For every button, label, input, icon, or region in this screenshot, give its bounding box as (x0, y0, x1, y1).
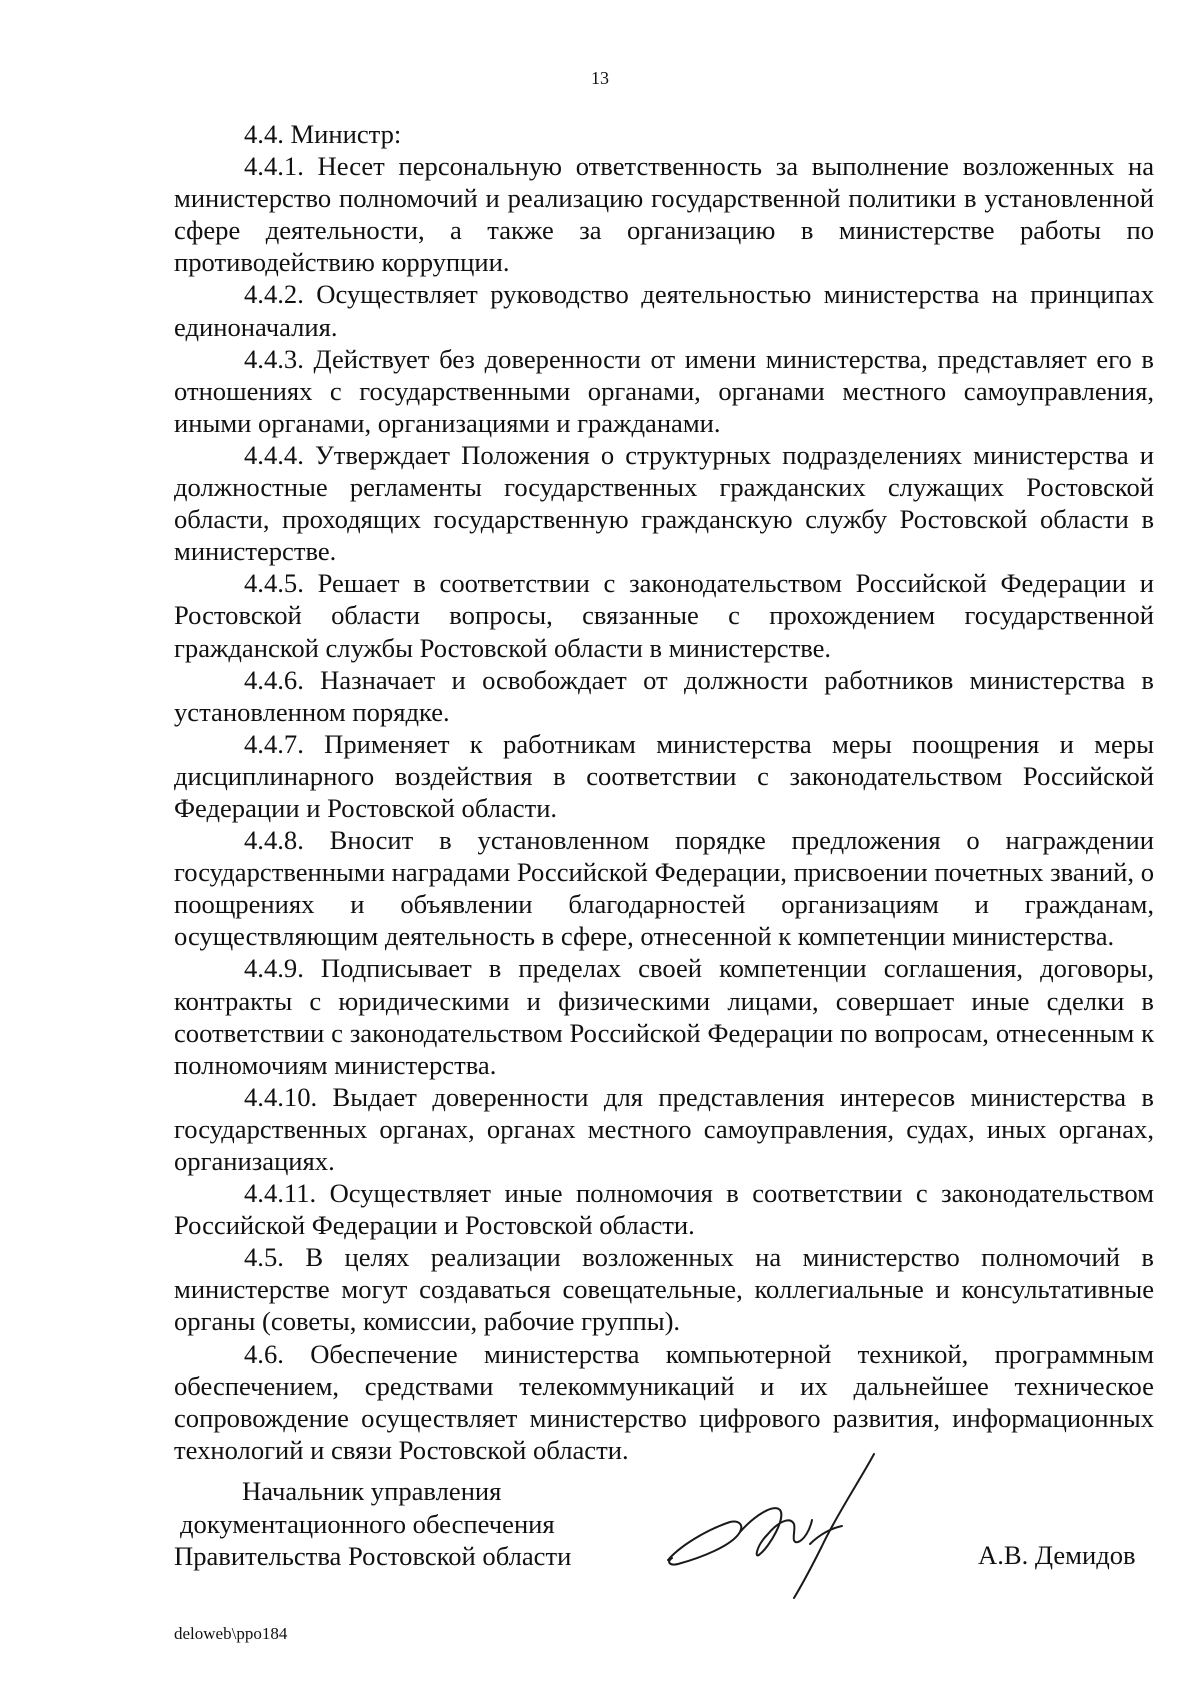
document-code: deloweb\ppo184 (174, 1624, 288, 1643)
paragraph-4-4-8: 4.4.8. Вносит в установленном порядке предложения о награждении государственными наградами Российской Федерации, присвоении почетных званий, о поощрениях и объявлении благодарностей организациям и гражданам, осуществляющим деятельность в сфере, отнесенной к компетенции министерства. (174, 825, 1154, 952)
document-body (174, 118, 1154, 1466)
paragraph-4-4-3: 4.4.3. Действует без доверенности от имени министерства, представляет его в отношениях с государственными органами, органами местного самоуправления, иными органами, организациями и гражданами. (174, 343, 1154, 438)
page-number: 13 (591, 68, 609, 88)
paragraph-4-6: 4.6. Обеспечение министерства компьютерной техникой, программным обеспечением, средствами телекоммуникаций и их дальнейшее техническое сопровождение осуществляет министерство цифрового развития, информационных технологий и связи Ростовской области. (174, 1338, 1154, 1465)
position-line-2: документационного обеспечения (180, 1508, 555, 1539)
paragraph-4-4-2: 4.4.2. Осуществляет руководство деятельностью министерства на принципах единоначалия. (174, 279, 1154, 342)
position-line-1: Начальник управления (242, 1476, 502, 1506)
paragraph-4-4: 4.4. Министр: (244, 119, 402, 149)
position-line-3: Правительства Ростовской области (174, 1541, 572, 1571)
paragraph-4-4-1: 4.4.1. Несет персональную ответственность за выполнение возложенных на министерство полномочий и реализацию государственной политики в установленной сфере деятельности, а также за организацию в министерстве работы по противодействию коррупции. (174, 151, 1154, 278)
paragraph-4-4-4: 4.4.4. Утверждает Положения о структурных подразделениях министерства и должностные регламенты государственных гражданских служащих Ростовской области, проходящих государственную гражданскую службу Ростовской области в министерстве. (174, 439, 1154, 567)
paragraph-4-4-9: 4.4.9. Подписывает в пределах своей компетенции соглашения, договоры, контракты с юридическими и физическими лицами, совершает иные сделки в соответствии с законодательством Российской Федерации по вопросам, отнесенным к полномочиям министерства. (174, 953, 1154, 1080)
paragraph-4-4-10: 4.4.10. Выдает доверенности для представления интересов министерства в государственных органах, органах местного самоуправления, судах, иных органах, организациях. (174, 1081, 1154, 1176)
paragraph-4-5: 4.5. В целях реализации возложенных на министерство полномочий в министерстве могут создаваться совещательные, коллегиальные и консультативные органы (советы, комиссии, рабочие группы). (174, 1242, 1154, 1337)
handwritten-signature (660, 1450, 950, 1600)
signatory-position (174, 1475, 571, 1573)
paragraph-4-4-6: 4.4.6. Назначает и освобождает от должности работников министерства в установленном порядке. (174, 664, 1154, 727)
paragraph-4-4-7: 4.4.7. Применяет к работникам министерства меры поощрения и меры дисциплинарного воздействия в соответствии с законодательством Российской Федерации и Ростовской области. (174, 728, 1154, 823)
signer-name: А.В. Демидов (978, 1540, 1136, 1570)
paragraph-4-4-11: 4.4.11. Осуществляет иные полномочия в соответствии с законодательством Российской Федерации и Ростовской области. (174, 1178, 1154, 1241)
paragraph-4-4-5: 4.4.5. Решает в соответствии с законодательством Российской Федерации и Ростовской области вопросы, связанные с прохождением государственной гражданской службы Ростовской области в министерстве. (174, 568, 1154, 663)
